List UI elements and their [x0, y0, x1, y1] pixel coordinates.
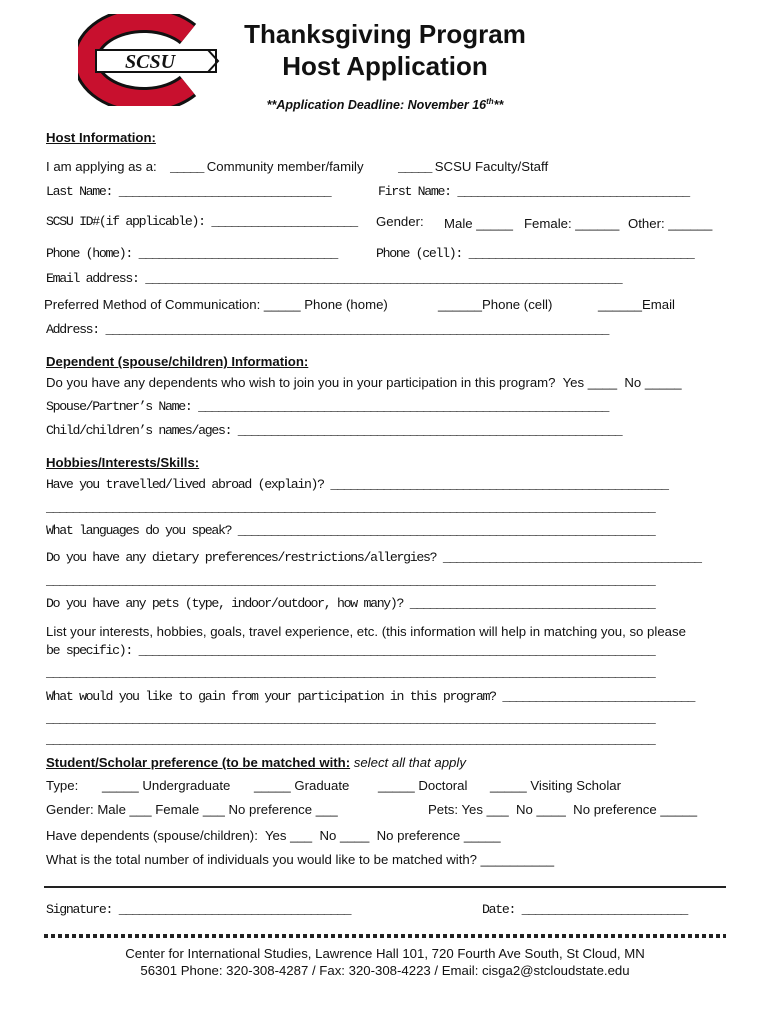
type-graduate[interactable]: _____ Graduate [254, 778, 350, 793]
page-title: Thanksgiving Program [244, 19, 526, 49]
phone-home-field[interactable]: Phone (home): ______________________________ [46, 246, 338, 261]
last-name-field[interactable]: Last Name: ________________________________ [46, 184, 331, 199]
page-subtitle: Host Application [282, 51, 488, 81]
interests-field[interactable]: be specific): ______________________________________________________________________________ [46, 643, 655, 658]
scsu-id-field[interactable]: SCSU ID#(if applicable): ______________________ [46, 214, 357, 229]
first-name-field[interactable]: First Name: ___________________________________ [378, 184, 689, 199]
pref-dependents[interactable]: Have dependents (spouse/children): Yes ___ No ____ No preference _____ [46, 828, 501, 843]
deadline-note: **Application Deadline: November 16th** [266, 97, 504, 113]
dietary-field-line2[interactable]: ____________________________________________________________________________________________ [46, 573, 655, 588]
community-member-option[interactable]: _____ Community member/family [170, 159, 364, 175]
languages-field[interactable]: What languages do you speak? _______________________________________________________________ [46, 523, 655, 538]
gender-label: Gender: [376, 214, 424, 229]
pets-field[interactable]: Do you have any pets (type, indoor/outdoor, how many)? _____________________________________ [46, 596, 655, 611]
interests-field-line3[interactable]: ____________________________________________________________________________________________ [46, 665, 655, 680]
pref-method-home[interactable]: Preferred Method of Communication: _____ Phone (home) [44, 297, 388, 312]
footer-contact: 56301 Phone: 320-308-4287 / Fax: 320-308-4223 / Email: cisga2@stcloudstate.edu [140, 963, 630, 978]
applying-as-label: I am applying as a: [46, 159, 157, 174]
travel-field[interactable]: Have you travelled/lived abroad (explain)? ___________________________________________________ [46, 477, 668, 492]
dependents-heading: Dependent (spouse/children) Information: [46, 354, 309, 369]
pref-pets[interactable]: Pets: Yes ___ No ____ No preference _____ [428, 802, 698, 817]
dependents-question[interactable]: Do you have any dependents who wish to join you in your participation in this program? Yes ____ No _____ [46, 375, 682, 390]
children-names-field[interactable]: Child/children’s names/ages: __________________________________________________________ [46, 423, 622, 438]
interests-prompt: List your interests, hobbies, goals, travel experience, etc. (this information will help in matching you, so please [46, 624, 686, 639]
gain-field[interactable]: What would you like to gain from your participation in this program? _____________________________ [46, 689, 695, 704]
type-undergraduate[interactable]: _____ Undergraduate [102, 778, 231, 793]
host-info-heading: Host Information: [46, 130, 156, 145]
dietary-field[interactable]: Do you have any dietary preferences/restrictions/allergies? _______________________________________ [46, 550, 701, 565]
type-doctoral[interactable]: _____ Doctoral [378, 778, 468, 793]
spouse-name-field[interactable]: Spouse/Partner’s Name: ______________________________________________________________ [46, 399, 609, 414]
gender-other-field[interactable]: Other: ______ [628, 216, 713, 231]
travel-field-line2[interactable]: ____________________________________________________________________________________________ [46, 500, 655, 515]
date-field[interactable]: Date: _________________________ [482, 902, 688, 917]
faculty-staff-option[interactable]: _____ SCSU Faculty/Staff [398, 159, 549, 175]
divider [44, 886, 726, 888]
phone-cell-field[interactable]: Phone (cell): __________________________________ [376, 246, 694, 261]
type-label: Type: [46, 778, 79, 793]
gain-field-line3[interactable]: ____________________________________________________________________________________________ [46, 732, 655, 747]
address-field[interactable]: Address: ____________________________________________________________________________ [46, 322, 609, 337]
gender-male-field[interactable]: Male _____ [444, 216, 513, 231]
hobbies-heading: Hobbies/Interests/Skills: [46, 455, 200, 470]
dotted-divider [44, 934, 726, 938]
pref-method-cell[interactable]: ______Phone (cell) [438, 297, 553, 312]
gender-female-field[interactable]: Female: ______ [524, 216, 620, 231]
logo-text: SCSU [124, 51, 176, 73]
preference-heading: Student/Scholar preference (to be matched with: select all that apply [46, 755, 466, 770]
pref-gender[interactable]: Gender: Male ___ Female ___ No preference ___ [46, 802, 338, 817]
gain-field-line2[interactable]: ____________________________________________________________________________________________ [46, 711, 655, 726]
signature-field[interactable]: Signature: ___________________________________ [46, 902, 351, 917]
type-visiting-scholar[interactable]: _____ Visiting Scholar [490, 778, 621, 793]
match-total-field[interactable]: What is the total number of individuals you would like to be matched with? __________ [46, 852, 555, 867]
email-field[interactable]: Email address: ________________________________________________________________________ [46, 271, 622, 286]
footer-address: Center for International Studies, Lawrence Hall 101, 720 Fourth Ave South, St Cloud, MN [125, 946, 645, 961]
pref-method-email[interactable]: ______Email [598, 297, 675, 312]
